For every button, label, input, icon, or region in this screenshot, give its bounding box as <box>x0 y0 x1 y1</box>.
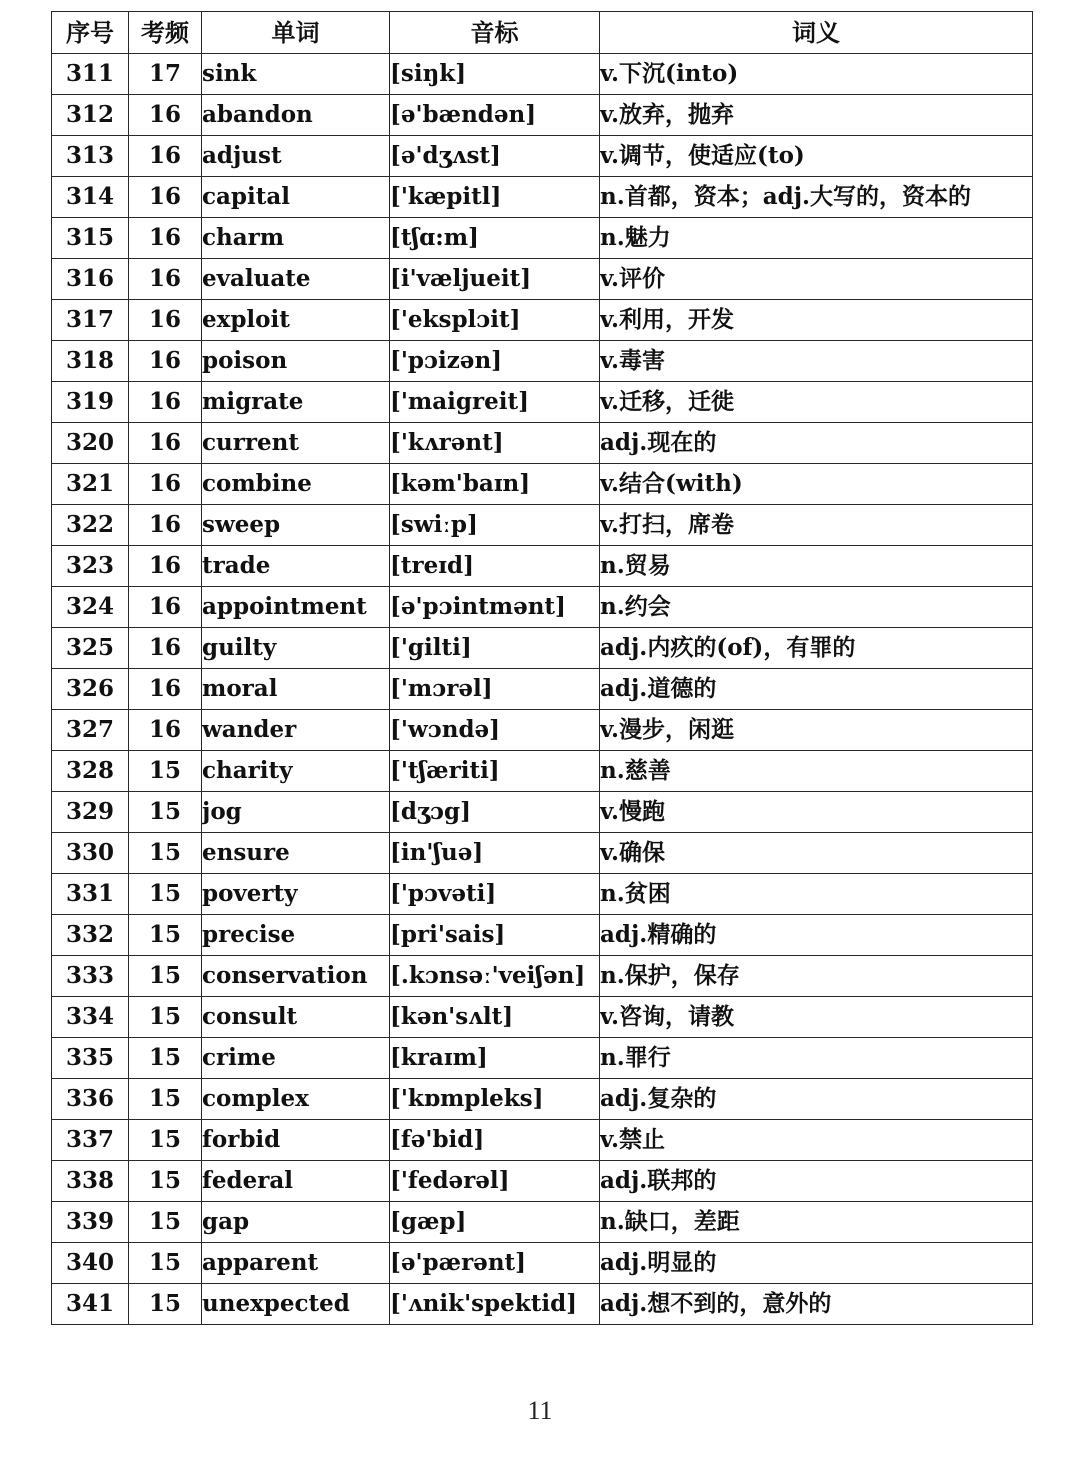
cell-word: exploit <box>202 300 390 341</box>
cell-word: adjust <box>202 136 390 177</box>
cell-definition: n.罪行 <box>600 1038 1033 1079</box>
cell-phonetic: ['kʌrənt] <box>390 423 600 464</box>
cell-index: 318 <box>52 341 129 382</box>
cell-word: current <box>202 423 390 464</box>
cell-phonetic: [fə'bid] <box>390 1120 600 1161</box>
cell-frequency: 16 <box>129 546 202 587</box>
cell-definition: n.首都，资本；adj.大写的，资本的 <box>600 177 1033 218</box>
cell-index: 315 <box>52 218 129 259</box>
table-row <box>52 669 1033 710</box>
header-frequency: 考频 <box>129 12 202 54</box>
cell-word: appointment <box>202 587 390 628</box>
cell-word: sink <box>202 54 390 95</box>
cell-phonetic: ['wɔndə] <box>390 710 600 751</box>
cell-frequency: 16 <box>129 505 202 546</box>
cell-frequency: 15 <box>129 1284 202 1325</box>
cell-definition: v.利用，开发 <box>600 300 1033 341</box>
cell-phonetic: [ə'dʒʌst] <box>390 136 600 177</box>
cell-frequency: 15 <box>129 956 202 997</box>
cell-word: abandon <box>202 95 390 136</box>
cell-definition: v.下沉(into) <box>600 54 1033 95</box>
cell-phonetic: [ə'pærənt] <box>390 1243 600 1284</box>
cell-frequency: 15 <box>129 751 202 792</box>
cell-definition: v.慢跑 <box>600 792 1033 833</box>
cell-index: 314 <box>52 177 129 218</box>
cell-frequency: 16 <box>129 464 202 505</box>
table-row <box>52 874 1033 915</box>
table-row <box>52 956 1033 997</box>
cell-definition: v.漫步，闲逛 <box>600 710 1033 751</box>
cell-frequency: 15 <box>129 1120 202 1161</box>
cell-definition: adj.想不到的，意外的 <box>600 1284 1033 1325</box>
cell-index: 319 <box>52 382 129 423</box>
table-row <box>52 341 1033 382</box>
cell-word: precise <box>202 915 390 956</box>
cell-phonetic: ['pɔizən] <box>390 341 600 382</box>
cell-frequency: 16 <box>129 136 202 177</box>
table-row <box>52 259 1033 300</box>
cell-frequency: 16 <box>129 710 202 751</box>
cell-definition: adj.精确的 <box>600 915 1033 956</box>
cell-definition: v.评价 <box>600 259 1033 300</box>
cell-word: sweep <box>202 505 390 546</box>
cell-definition: n.魅力 <box>600 218 1033 259</box>
cell-index: 312 <box>52 95 129 136</box>
cell-phonetic: ['kɒmpleks] <box>390 1079 600 1120</box>
table-row <box>52 54 1033 95</box>
table-row <box>52 833 1033 874</box>
table-row <box>52 423 1033 464</box>
cell-word: jog <box>202 792 390 833</box>
cell-phonetic: ['ʌnik'spektid] <box>390 1284 600 1325</box>
cell-phonetic: ['gilti] <box>390 628 600 669</box>
table-row <box>52 505 1033 546</box>
cell-index: 336 <box>52 1079 129 1120</box>
table-row <box>52 136 1033 177</box>
vocabulary-table <box>51 11 1033 1325</box>
cell-frequency: 16 <box>129 95 202 136</box>
table-row <box>52 546 1033 587</box>
cell-index: 328 <box>52 751 129 792</box>
cell-index: 335 <box>52 1038 129 1079</box>
table-row <box>52 1284 1033 1325</box>
cell-index: 321 <box>52 464 129 505</box>
cell-index: 329 <box>52 792 129 833</box>
table-row <box>52 710 1033 751</box>
cell-index: 324 <box>52 587 129 628</box>
cell-definition: n.约会 <box>600 587 1033 628</box>
cell-frequency: 15 <box>129 1161 202 1202</box>
cell-definition: v.确保 <box>600 833 1033 874</box>
cell-phonetic: [i'væljueit] <box>390 259 600 300</box>
table-row <box>52 915 1033 956</box>
cell-definition: v.结合(with) <box>600 464 1033 505</box>
cell-index: 330 <box>52 833 129 874</box>
cell-word: conservation <box>202 956 390 997</box>
cell-definition: v.打扫，席卷 <box>600 505 1033 546</box>
table-row <box>52 1038 1033 1079</box>
cell-index: 313 <box>52 136 129 177</box>
cell-frequency: 15 <box>129 1079 202 1120</box>
cell-phonetic: ['kæpitl] <box>390 177 600 218</box>
cell-definition: v.调节，使适应(to) <box>600 136 1033 177</box>
cell-word: apparent <box>202 1243 390 1284</box>
cell-phonetic: [treɪd] <box>390 546 600 587</box>
cell-frequency: 15 <box>129 833 202 874</box>
cell-index: 326 <box>52 669 129 710</box>
cell-index: 317 <box>52 300 129 341</box>
table-body <box>52 54 1033 1325</box>
cell-index: 331 <box>52 874 129 915</box>
cell-word: evaluate <box>202 259 390 300</box>
cell-word: capital <box>202 177 390 218</box>
header-phonetic: 音标 <box>390 12 600 54</box>
cell-frequency: 15 <box>129 1202 202 1243</box>
cell-word: forbid <box>202 1120 390 1161</box>
cell-word: crime <box>202 1038 390 1079</box>
cell-frequency: 16 <box>129 587 202 628</box>
table-row <box>52 751 1033 792</box>
cell-frequency: 15 <box>129 915 202 956</box>
cell-index: 332 <box>52 915 129 956</box>
header-index: 序号 <box>52 12 129 54</box>
cell-phonetic: [ə'bændən] <box>390 95 600 136</box>
cell-index: 333 <box>52 956 129 997</box>
cell-frequency: 15 <box>129 792 202 833</box>
cell-definition: adj.内疚的(of)，有罪的 <box>600 628 1033 669</box>
table-row <box>52 1161 1033 1202</box>
cell-definition: adj.现在的 <box>600 423 1033 464</box>
cell-index: 311 <box>52 54 129 95</box>
cell-word: federal <box>202 1161 390 1202</box>
cell-word: complex <box>202 1079 390 1120</box>
cell-definition: n.贫困 <box>600 874 1033 915</box>
cell-word: poison <box>202 341 390 382</box>
cell-frequency: 16 <box>129 423 202 464</box>
cell-index: 323 <box>52 546 129 587</box>
cell-definition: v.禁止 <box>600 1120 1033 1161</box>
cell-word: ensure <box>202 833 390 874</box>
cell-definition: n.贸易 <box>600 546 1033 587</box>
cell-frequency: 15 <box>129 1038 202 1079</box>
cell-phonetic: [ə'pɔintmənt] <box>390 587 600 628</box>
cell-definition: v.放弃，抛弃 <box>600 95 1033 136</box>
cell-word: consult <box>202 997 390 1038</box>
cell-phonetic: ['fedərəl] <box>390 1161 600 1202</box>
cell-phonetic: [swiːp] <box>390 505 600 546</box>
cell-definition: v.迁移，迁徙 <box>600 382 1033 423</box>
header-word: 单词 <box>202 12 390 54</box>
cell-phonetic: [tʃɑ:m] <box>390 218 600 259</box>
cell-index: 325 <box>52 628 129 669</box>
table-row <box>52 1120 1033 1161</box>
cell-definition: adj.明显的 <box>600 1243 1033 1284</box>
table-header-row <box>52 12 1033 54</box>
cell-word: combine <box>202 464 390 505</box>
cell-phonetic: ['eksplɔit] <box>390 300 600 341</box>
cell-word: charm <box>202 218 390 259</box>
table-row <box>52 95 1033 136</box>
cell-definition: v.咨询，请教 <box>600 997 1033 1038</box>
cell-index: 340 <box>52 1243 129 1284</box>
cell-index: 341 <box>52 1284 129 1325</box>
cell-frequency: 17 <box>129 54 202 95</box>
cell-phonetic: [dʒɔg] <box>390 792 600 833</box>
table-row <box>52 1079 1033 1120</box>
cell-word: migrate <box>202 382 390 423</box>
cell-word: unexpected <box>202 1284 390 1325</box>
table-row <box>52 792 1033 833</box>
table-row <box>52 177 1033 218</box>
cell-frequency: 16 <box>129 341 202 382</box>
cell-frequency: 15 <box>129 997 202 1038</box>
cell-word: wander <box>202 710 390 751</box>
cell-definition: n.缺口，差距 <box>600 1202 1033 1243</box>
table-row <box>52 628 1033 669</box>
cell-phonetic: [in'ʃuə] <box>390 833 600 874</box>
table-row <box>52 300 1033 341</box>
cell-definition: n.慈善 <box>600 751 1033 792</box>
cell-word: gap <box>202 1202 390 1243</box>
cell-word: poverty <box>202 874 390 915</box>
cell-phonetic: [.kɔnsəː'veiʃən] <box>390 956 600 997</box>
page-number: 11 <box>527 1396 553 1425</box>
cell-phonetic: [pri'sais] <box>390 915 600 956</box>
cell-phonetic: [gæp] <box>390 1202 600 1243</box>
table-row <box>52 382 1033 423</box>
cell-word: charity <box>202 751 390 792</box>
cell-word: trade <box>202 546 390 587</box>
table-row <box>52 218 1033 259</box>
cell-definition: adj.复杂的 <box>600 1079 1033 1120</box>
cell-index: 337 <box>52 1120 129 1161</box>
table-row <box>52 1202 1033 1243</box>
cell-definition: adj.道德的 <box>600 669 1033 710</box>
table-row <box>52 464 1033 505</box>
cell-index: 322 <box>52 505 129 546</box>
cell-phonetic: ['mɔrəl] <box>390 669 600 710</box>
cell-frequency: 16 <box>129 177 202 218</box>
cell-index: 338 <box>52 1161 129 1202</box>
table-row <box>52 1243 1033 1284</box>
cell-frequency: 16 <box>129 259 202 300</box>
cell-definition: v.毒害 <box>600 341 1033 382</box>
cell-index: 316 <box>52 259 129 300</box>
header-definition: 词义 <box>600 12 1033 54</box>
cell-phonetic: ['pɔvəti] <box>390 874 600 915</box>
cell-index: 327 <box>52 710 129 751</box>
table-row <box>52 997 1033 1038</box>
cell-index: 334 <box>52 997 129 1038</box>
table-row <box>52 587 1033 628</box>
cell-frequency: 16 <box>129 628 202 669</box>
cell-frequency: 15 <box>129 874 202 915</box>
cell-frequency: 15 <box>129 1243 202 1284</box>
cell-phonetic: ['maigreit] <box>390 382 600 423</box>
cell-phonetic: [kəm'baɪn] <box>390 464 600 505</box>
cell-frequency: 16 <box>129 218 202 259</box>
cell-word: moral <box>202 669 390 710</box>
cell-index: 320 <box>52 423 129 464</box>
cell-frequency: 16 <box>129 382 202 423</box>
cell-definition: adj.联邦的 <box>600 1161 1033 1202</box>
cell-definition: n.保护，保存 <box>600 956 1033 997</box>
cell-index: 339 <box>52 1202 129 1243</box>
cell-frequency: 16 <box>129 669 202 710</box>
cell-phonetic: [kraɪm] <box>390 1038 600 1079</box>
cell-frequency: 16 <box>129 300 202 341</box>
cell-phonetic: [kən'sʌlt] <box>390 997 600 1038</box>
cell-phonetic: [siŋk] <box>390 54 600 95</box>
cell-phonetic: ['tʃæriti] <box>390 751 600 792</box>
cell-word: guilty <box>202 628 390 669</box>
